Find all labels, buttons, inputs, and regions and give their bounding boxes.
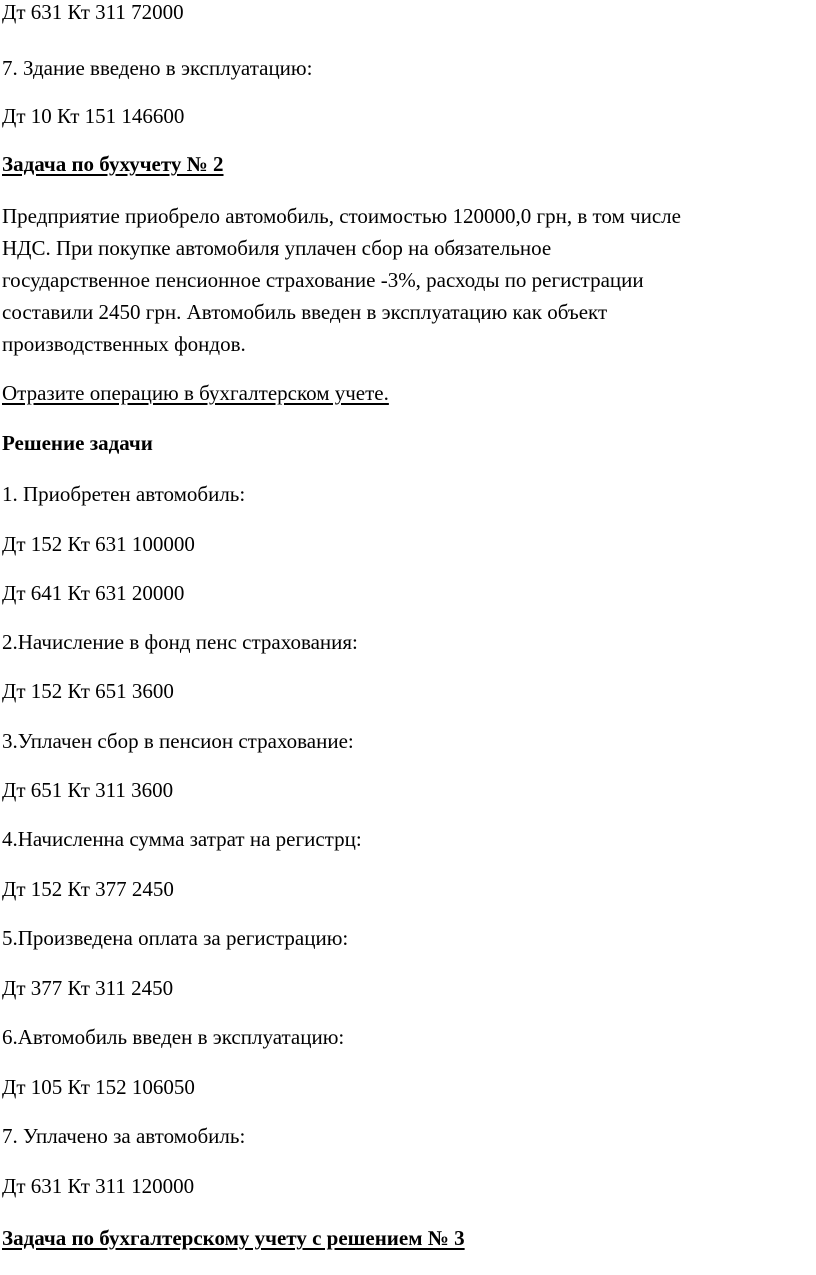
- task-description-line: производственных фондов.: [2, 332, 246, 356]
- task-description: [2, 200, 814, 360]
- entry-line: Дт 152 Кт 631 100000: [2, 532, 195, 556]
- step-line: 7. Уплачено за автомобиль:: [2, 1124, 246, 1148]
- step-line: 4.Начисленна сумма затрат на регистрц:: [2, 827, 362, 851]
- step-line: 6.Автомобиль введен в эксплуатацию:: [2, 1025, 345, 1049]
- task-description-line: Предприятие приобрело автомобиль, стоимостью 120000,0 грн, в том числе: [2, 204, 681, 228]
- task-description-line: составили 2450 грн. Автомобиль введен в эксплуатацию как объект: [2, 300, 608, 324]
- entry-line: Дт 631 Кт 311 120000: [2, 1174, 195, 1198]
- task-description-line: государственное пенсионное страхование -3%, расходы по регистрации: [2, 268, 644, 292]
- task-description-line: НДС. При покупке автомобиля уплачен сбор на обязательное: [2, 236, 552, 260]
- task-heading: Задача по бухучету № 2: [2, 152, 224, 176]
- step-line: 5.Произведена оплата за регистрацию:: [2, 926, 349, 950]
- step-line: 2.Начисление в фонд пенс страхования:: [2, 630, 358, 654]
- entry-line: Дт 105 Кт 152 106050: [2, 1075, 195, 1099]
- entry-line: Дт 152 Кт 377 2450: [2, 877, 174, 901]
- entry-line: Дт 10 Кт 151 146600: [2, 104, 185, 128]
- entry-line: Дт 152 Кт 651 3600: [2, 679, 174, 703]
- entry-line: Дт 641 Кт 631 20000: [2, 581, 185, 605]
- entry-line: Дт 377 Кт 311 2450: [2, 976, 174, 1000]
- entry-line: Дт 651 Кт 311 3600: [2, 778, 174, 802]
- step-line: 1. Приобретен автомобиль:: [2, 482, 246, 506]
- task-heading: Задача по бухгалтерскому учету с решением № 3: [2, 1226, 465, 1250]
- step-line: 7. Здание введено в эксплуатацию:: [2, 56, 313, 80]
- solution-heading: Решение задачи: [2, 431, 153, 455]
- task-instruction: Отразите операцию в бухгалтерском учете.: [2, 381, 389, 405]
- entry-line: Дт 631 Кт 311 72000: [2, 0, 184, 24]
- step-line: 3.Уплачен сбор в пенсион страхование:: [2, 729, 354, 753]
